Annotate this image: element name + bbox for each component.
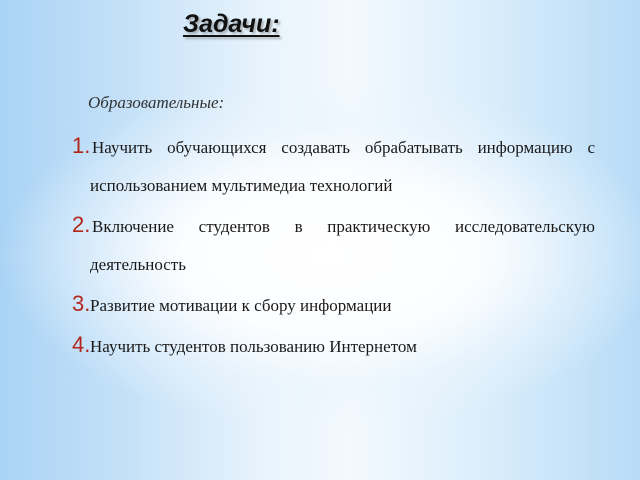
slide-subtitle: Образовательные:: [88, 93, 225, 112]
list-item-text: Научить студентов пользованию Интернетом: [90, 337, 417, 356]
list-item-number: 1.: [72, 133, 91, 158]
list-item: [72, 328, 595, 366]
list-item: [72, 208, 595, 284]
list-item-text: Научить обучающихся создавать обрабатывать информацию с использованием мультимедиа технологий: [90, 138, 595, 195]
list-item-text: Включение студентов в практическую исследовательскую деятельность: [90, 217, 595, 274]
task-list: [72, 129, 595, 369]
list-item-number: 3.: [72, 291, 91, 316]
list-item: [72, 129, 595, 205]
list-item: [72, 287, 595, 325]
list-item-number: 4.: [72, 332, 91, 357]
list-item-number: 2.: [72, 212, 91, 237]
slide-title: Задачи:: [183, 10, 280, 38]
list-item-text: Развитие мотивации к сбору информации: [90, 296, 392, 315]
